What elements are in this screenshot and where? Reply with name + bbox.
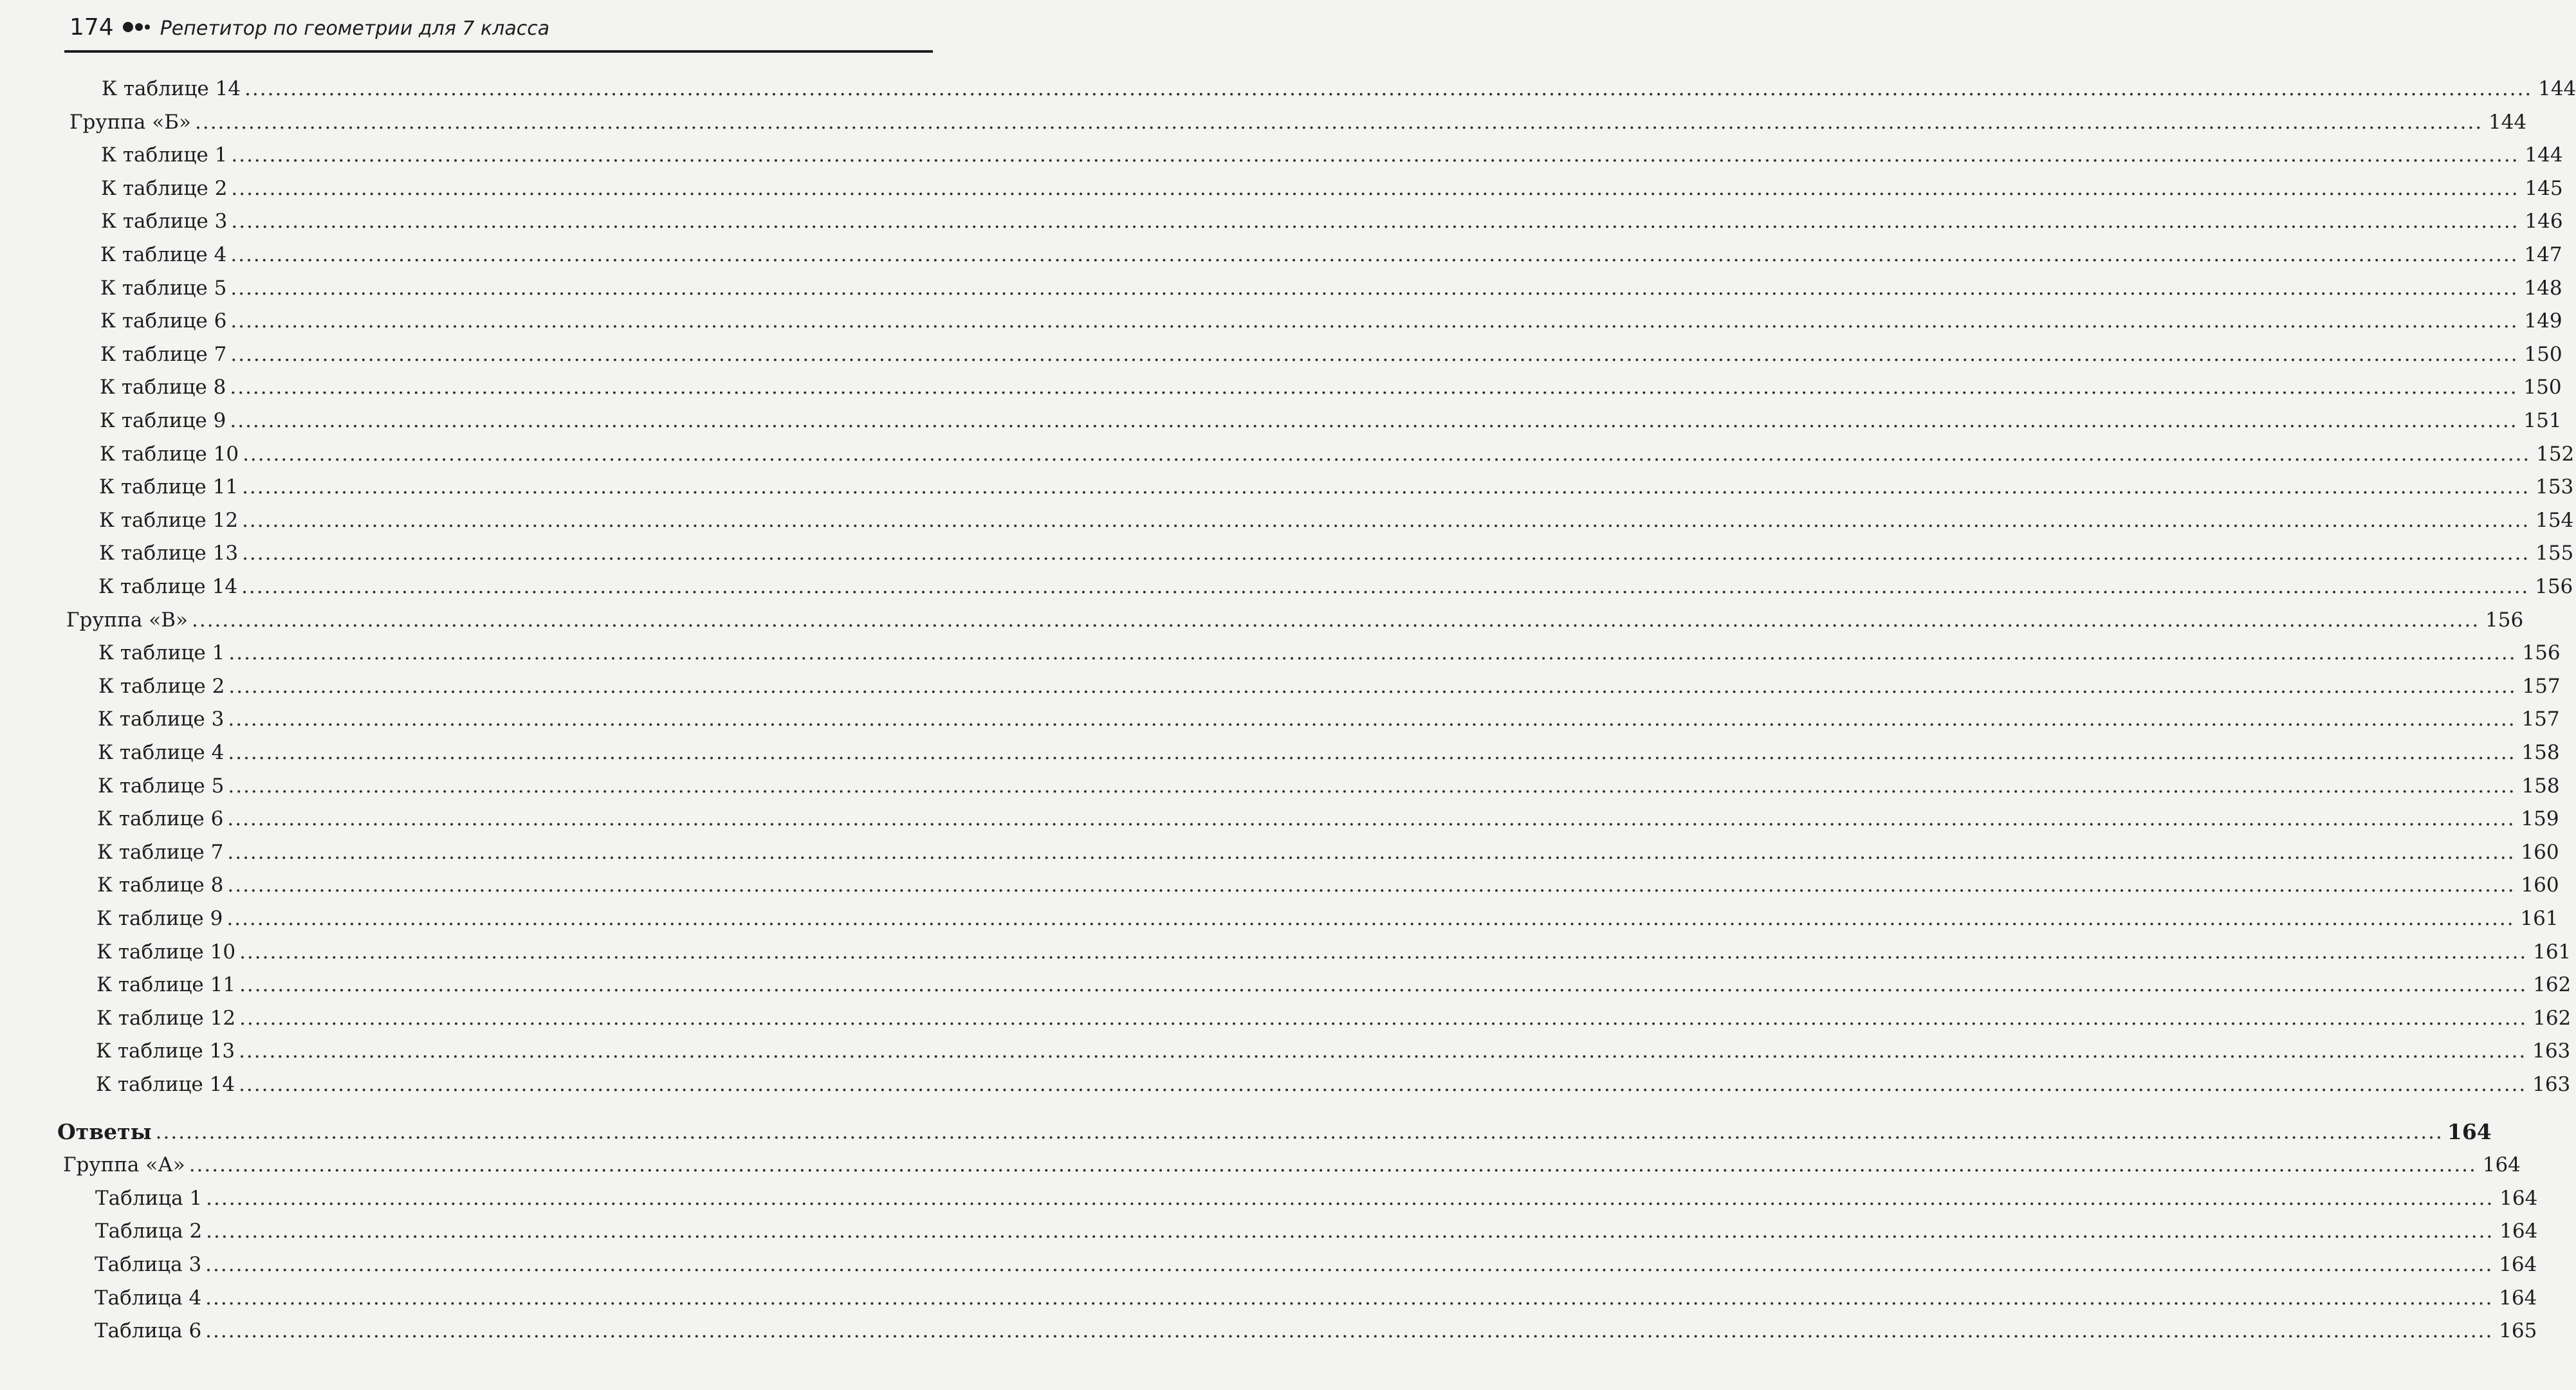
dot-leader: ............................................................................................................................................................................................................................................................................................................ xyxy=(228,741,2516,764)
toc-page-number: 156 xyxy=(2535,575,2573,598)
toc-entry xyxy=(101,170,2563,200)
toc-entry xyxy=(102,71,2576,100)
toc-page-number: 157 xyxy=(2521,708,2560,731)
toc-page-number: 150 xyxy=(2524,343,2562,366)
dot-leader: ............................................................................................................................................................................................................................................................................................................ xyxy=(243,443,2531,466)
toc-entry xyxy=(97,867,2559,897)
toc-page-number: 164 xyxy=(2499,1220,2538,1243)
toc-entry xyxy=(95,1280,2537,1310)
toc-page-number: 161 xyxy=(2533,940,2571,964)
toc-entry xyxy=(100,270,2562,300)
toc-entry-title: К таблице 5 xyxy=(100,277,227,300)
header-dots-icon xyxy=(123,22,150,32)
toc-page-number: 160 xyxy=(2521,873,2559,897)
toc-page-number: 163 xyxy=(2532,1039,2571,1063)
dot-leader: ............................................................................................................................................................................................................................................................................................................ xyxy=(230,343,2519,366)
toc-entry-title: Ответы xyxy=(57,1119,152,1144)
toc-entry xyxy=(96,1066,2571,1096)
toc-entry xyxy=(97,801,2559,830)
toc-entry xyxy=(98,768,2560,798)
dot-leader: ............................................................................................................................................................................................................................................................................................................ xyxy=(230,409,2518,432)
toc-entry xyxy=(98,569,2573,598)
dot-leader: ............................................................................................................................................................................................................................................................................................................ xyxy=(242,542,2530,565)
dot-leader: ............................................................................................................................................................................................................................................................................................................ xyxy=(231,210,2519,233)
toc-entry-title: К таблице 12 xyxy=(99,509,239,532)
dot-leader: ............................................................................................................................................................................................................................................................................................................ xyxy=(241,575,2530,598)
toc-page-number: 164 xyxy=(2499,1187,2538,1210)
toc-entry-title: К таблице 10 xyxy=(97,940,236,964)
toc-page-number: 156 xyxy=(2485,608,2524,632)
toc-entry xyxy=(100,436,2575,466)
toc-page-number: 161 xyxy=(2520,907,2559,930)
dot-leader: ............................................................................................................................................................................................................................................................................................................ xyxy=(227,807,2516,830)
toc-entry-title: К таблице 6 xyxy=(97,807,224,830)
dot-leader: ............................................................................................................................................................................................................................................................................................................ xyxy=(239,940,2528,964)
toc-page-number: 162 xyxy=(2533,973,2571,996)
toc-entry-title: Группа «В» xyxy=(66,608,188,632)
toc-page-number: 165 xyxy=(2499,1319,2537,1342)
toc-entry xyxy=(98,668,2561,698)
dot-leader: ............................................................................................................................................................................................................................................................................................................ xyxy=(230,277,2519,300)
dot-leader: ............................................................................................................................................................................................................................................................................................................ xyxy=(155,1120,2443,1144)
toc-group-entry xyxy=(63,1147,2521,1176)
toc-entry-title: К таблице 1 xyxy=(98,641,225,664)
toc-page-number: 158 xyxy=(2521,774,2560,798)
toc-group-entry xyxy=(69,104,2527,134)
toc-page-number: 163 xyxy=(2532,1073,2571,1096)
toc-page-number: 145 xyxy=(2525,177,2563,200)
toc-page-number: 164 xyxy=(2447,1119,2492,1144)
dot-leader: ............................................................................................................................................................................................................................................................................................................ xyxy=(230,243,2519,266)
toc-entry xyxy=(100,336,2562,366)
dot-leader: ............................................................................................................................................................................................................................................................................................................ xyxy=(194,111,2483,134)
dot-leader: ............................................................................................................................................................................................................................................................................................................ xyxy=(228,675,2517,698)
toc-page-number: 149 xyxy=(2524,309,2562,333)
dot-leader: ............................................................................................................................................................................................................................................................................................................ xyxy=(239,1073,2527,1096)
dot-leader: ............................................................................................................................................................................................................................................................................................................ xyxy=(205,1253,2494,1276)
toc-entry-title: К таблице 5 xyxy=(98,774,225,798)
dot-leader: ............................................................................................................................................................................................................................................................................................................ xyxy=(205,1286,2494,1310)
toc-entry-title: К таблице 13 xyxy=(96,1039,235,1063)
dot-leader: ............................................................................................................................................................................................................................................................................................................ xyxy=(227,873,2516,897)
toc-page-number: 162 xyxy=(2533,1007,2571,1030)
toc-entry-title: К таблице 3 xyxy=(101,210,228,233)
toc-entry-title: Таблица 6 xyxy=(95,1319,202,1342)
toc-entry-title: К таблице 7 xyxy=(100,343,227,366)
dot-leader: ............................................................................................................................................................................................................................................................................................................ xyxy=(231,143,2519,167)
toc-entry-title: К таблице 11 xyxy=(99,475,239,498)
dot-leader: ............................................................................................................................................................................................................................................................................................................ xyxy=(228,774,2516,798)
toc-entry-title: К таблице 14 xyxy=(96,1073,235,1096)
toc-entry xyxy=(95,1313,2537,1342)
toc-page-number: 156 xyxy=(2522,641,2561,664)
toc-entry xyxy=(101,137,2563,167)
toc-page-number: 164 xyxy=(2499,1253,2537,1276)
toc-entry xyxy=(100,403,2562,432)
toc-entry xyxy=(99,469,2574,498)
toc-entry-title: К таблице 4 xyxy=(98,741,225,764)
dot-leader: ............................................................................................................................................................................................................................................................................................................ xyxy=(228,641,2517,664)
dot-leader: ............................................................................................................................................................................................................................................................................................................ xyxy=(242,509,2530,532)
header-rule xyxy=(64,50,933,53)
dot-leader: ............................................................................................................................................................................................................................................................................................................ xyxy=(206,1220,2494,1243)
toc-entry-title: К таблице 11 xyxy=(97,973,236,996)
toc-entry xyxy=(97,834,2559,864)
toc-page-number: 146 xyxy=(2525,210,2563,233)
toc-entry xyxy=(97,901,2559,930)
dot-leader: ............................................................................................................................................................................................................................................................................................................ xyxy=(227,841,2516,864)
toc-page-number: 164 xyxy=(2482,1153,2521,1176)
dot-leader: ............................................................................................................................................................................................................................................................................................................ xyxy=(228,708,2516,731)
dot-leader: ............................................................................................................................................................................................................................................................................................................ xyxy=(230,376,2518,399)
dot-leader: ............................................................................................................................................................................................................................................................................................................ xyxy=(189,1153,2477,1176)
toc-page-number: 159 xyxy=(2521,807,2559,830)
toc-entry-title: К таблице 8 xyxy=(100,376,226,399)
toc-section-entry xyxy=(57,1114,2492,1144)
toc-group-entry xyxy=(66,602,2524,632)
dot-leader: ............................................................................................................................................................................................................................................................................................................ xyxy=(239,1039,2527,1063)
dot-leader: ............................................................................................................................................................................................................................................................................................................ xyxy=(239,1007,2528,1030)
toc-page-number: 147 xyxy=(2524,243,2562,266)
toc-entry-title: К таблице 10 xyxy=(100,443,239,466)
toc-entry-title: К таблице 14 xyxy=(102,77,241,100)
toc-page-number: 154 xyxy=(2535,509,2574,532)
toc-entry-title: Таблица 4 xyxy=(95,1286,202,1310)
dot-leader: ............................................................................................................................................................................................................................................................................................................ xyxy=(226,907,2515,930)
toc-entry xyxy=(95,1213,2538,1243)
toc-page-number: 164 xyxy=(2499,1286,2537,1310)
toc-entry xyxy=(100,369,2562,399)
running-header xyxy=(69,14,932,53)
dot-leader: ............................................................................................................................................................................................................................................................................................................ xyxy=(242,475,2530,498)
toc-entry xyxy=(101,203,2563,233)
toc-page-number: 144 xyxy=(2525,143,2563,167)
dot-leader: ............................................................................................................................................................................................................................................................................................................ xyxy=(231,177,2519,200)
toc-entry-title: Таблица 1 xyxy=(95,1187,203,1210)
toc-entry-title: К таблице 2 xyxy=(101,177,228,200)
toc-entry-title: К таблице 9 xyxy=(97,907,223,930)
toc-entry xyxy=(98,701,2560,731)
toc-entry-title: К таблице 2 xyxy=(98,675,225,698)
toc-page-number: 150 xyxy=(2523,376,2562,399)
toc-entry-title: К таблице 3 xyxy=(98,708,225,731)
toc-entry-title: К таблице 1 xyxy=(101,143,228,167)
toc-entry xyxy=(95,1247,2537,1276)
toc-entry xyxy=(100,237,2562,266)
toc-entry-title: К таблице 6 xyxy=(100,309,227,333)
toc-entry xyxy=(95,1180,2538,1210)
toc-page-number: 155 xyxy=(2535,542,2574,565)
running-title: Репетитор по геометрии для 7 класса xyxy=(160,17,550,40)
toc-page-number: 148 xyxy=(2524,277,2562,300)
dot-leader: ............................................................................................................................................................................................................................................................................................................ xyxy=(205,1319,2494,1342)
toc-entry xyxy=(99,535,2574,565)
toc-entry-title: Группа «Б» xyxy=(69,111,191,134)
toc-page-number: 160 xyxy=(2521,841,2559,864)
toc-page-number: 158 xyxy=(2521,741,2560,764)
toc-entry-title: К таблице 8 xyxy=(97,873,224,897)
toc-entry-title: К таблице 14 xyxy=(98,575,238,598)
toc-entry xyxy=(98,635,2561,664)
toc-entry-title: К таблице 13 xyxy=(99,542,239,565)
toc-page-number: 151 xyxy=(2523,409,2562,432)
toc-entry-title: К таблице 7 xyxy=(97,841,224,864)
page-number: 174 xyxy=(69,14,114,41)
toc-entry-title: К таблице 4 xyxy=(100,243,227,266)
toc-entry xyxy=(99,502,2574,532)
toc-page-number: 153 xyxy=(2535,475,2574,498)
toc-entry-title: Таблица 2 xyxy=(95,1220,203,1243)
toc-page-number: 144 xyxy=(2538,77,2576,100)
toc-entry xyxy=(98,735,2560,764)
dot-leader: ............................................................................................................................................................................................................................................................................................................ xyxy=(191,608,2480,632)
toc-entry xyxy=(97,967,2571,996)
dot-leader: ............................................................................................................................................................................................................................................................................................................ xyxy=(206,1187,2494,1210)
dot-leader: ............................................................................................................................................................................................................................................................................................................ xyxy=(244,77,2533,100)
toc-entry xyxy=(96,1033,2571,1063)
dot-leader: ............................................................................................................................................................................................................................................................................................................ xyxy=(230,309,2519,333)
toc-entry-title: Группа «А» xyxy=(63,1153,185,1176)
toc-entry-title: Таблица 3 xyxy=(95,1253,202,1276)
toc-entry xyxy=(100,303,2562,333)
toc-page-number: 152 xyxy=(2536,443,2575,466)
toc-page-number: 157 xyxy=(2522,675,2561,698)
toc-entry xyxy=(97,1000,2571,1030)
toc-entry-title: К таблице 9 xyxy=(100,409,226,432)
dot-leader: ............................................................................................................................................................................................................................................................................................................ xyxy=(239,973,2528,996)
toc-page-number: 144 xyxy=(2489,111,2527,134)
toc-entry xyxy=(97,934,2571,964)
toc-entry-title: К таблице 12 xyxy=(97,1007,236,1030)
